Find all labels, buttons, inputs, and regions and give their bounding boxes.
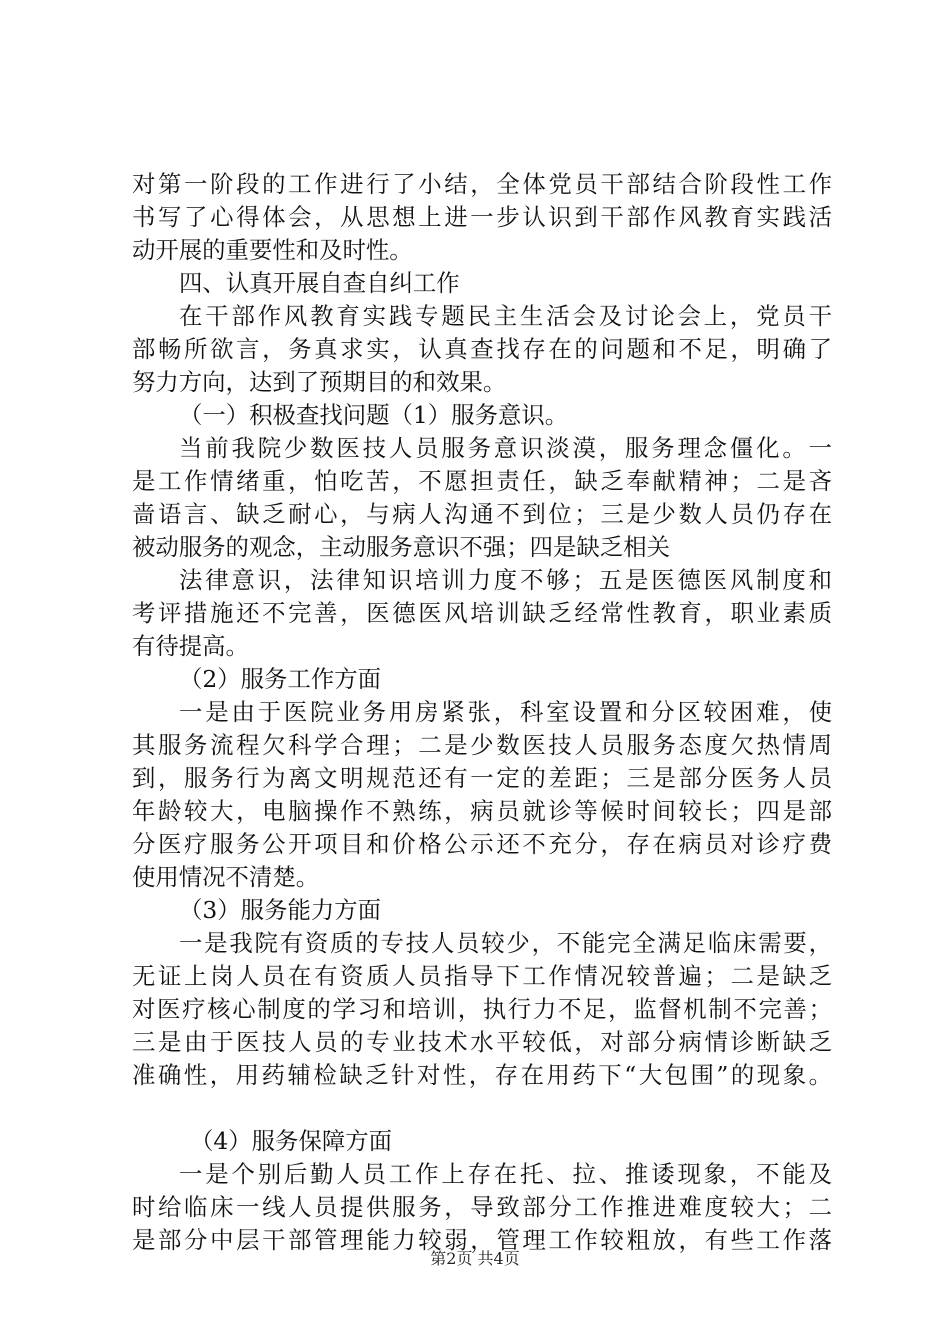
text-line: 一是我院有资质的专技人员较少，不能完全满足临床需要， xyxy=(179,929,832,957)
text-line: 法律意识，法律知识培训力度不够；五是医德医风制度和 xyxy=(179,566,832,594)
text-line: 使用情况不清楚。 xyxy=(132,863,320,891)
text-line: 书写了心得体会，从思想上进一步认识到干部作风教育实践活 xyxy=(132,203,832,231)
text-line: 其服务流程欠科学合理；二是少数医技人员服务态度欠热情周 xyxy=(132,731,832,759)
text-line: 啬语言、缺乏耐心，与病人沟通不到位；三是少数人员仍存在 xyxy=(132,500,832,528)
text-line: 三是由于医技人员的专业技术水平较低，对部分病情诊断缺乏 xyxy=(132,1028,832,1056)
page-footer: 第2页 共4页 xyxy=(430,1249,520,1268)
text-line: 有待提高。 xyxy=(132,632,249,660)
document-body xyxy=(132,168,832,1257)
text-line: 考评措施还不完善，医德医风培训缺乏经常性教育，职业素质 xyxy=(132,599,832,627)
text-line: 一是由于医院业务用房紧张，科室设置和分区较困难，使 xyxy=(179,698,832,726)
text-line: （2）服务工作方面 xyxy=(179,665,382,693)
text-line: 对第一阶段的工作进行了小结，全体党员干部结合阶段性工作 xyxy=(132,170,832,198)
text-line: 被动服务的观念，主动服务意识不强；四是缺乏相关 xyxy=(132,533,670,561)
text-line: 动开展的重要性和及时性。 xyxy=(132,236,413,264)
text-line: 努力方向，达到了预期目的和效果。 xyxy=(132,368,507,396)
text-line: 年龄较大，电脑操作不熟练，病员就诊等候时间较长；四是部 xyxy=(132,797,832,825)
text-line: 是工作情绪重，怕吃苦，不愿担责任，缺乏奉献精神；二是吝 xyxy=(132,467,832,495)
text-line: 对医疗核心制度的学习和培训，执行力不足，监督机制不完善； xyxy=(132,995,832,1023)
text-line: 四、认真开展自查自纠工作 xyxy=(179,269,460,297)
text-line: （一）积极查找问题（1）服务意识。 xyxy=(179,401,569,429)
paragraph-gap xyxy=(132,1092,832,1125)
text-line: 分医疗服务公开项目和价格公示还不充分，存在病员对诊疗费 xyxy=(132,830,832,858)
text-line: （4）服务保障方面 xyxy=(190,1127,393,1155)
text-line: （3）服务能力方面 xyxy=(179,896,382,924)
text-line: 当前我院少数医技人员服务意识淡漠，服务理念僵化。一 xyxy=(179,434,832,462)
text-line: 准确性，用药辅检缺乏针对性，存在用药下“大包围”的现象。 xyxy=(132,1061,832,1089)
text-line: 无证上岗人员在有资质人员指导下工作情况较普遍；二是缺乏 xyxy=(132,962,832,990)
text-line: 一是个别后勤人员工作上存在托、拉、推诿现象，不能及 xyxy=(179,1160,832,1188)
text-line: 在干部作风教育实践专题民主生活会及讨论会上，党员干 xyxy=(179,302,832,330)
text-line: 是部分中层干部管理能力较弱，管理工作较粗放，有些工作落 xyxy=(132,1226,832,1254)
text-line: 到，服务行为离文明规范还有一定的差距；三是部分医务人员 xyxy=(132,764,832,792)
text-line: 部畅所欲言，务真求实，认真查找存在的问题和不足，明确了 xyxy=(132,335,832,363)
text-line: 时给临床一线人员提供服务，导致部分工作推进难度较大；二 xyxy=(132,1193,832,1221)
